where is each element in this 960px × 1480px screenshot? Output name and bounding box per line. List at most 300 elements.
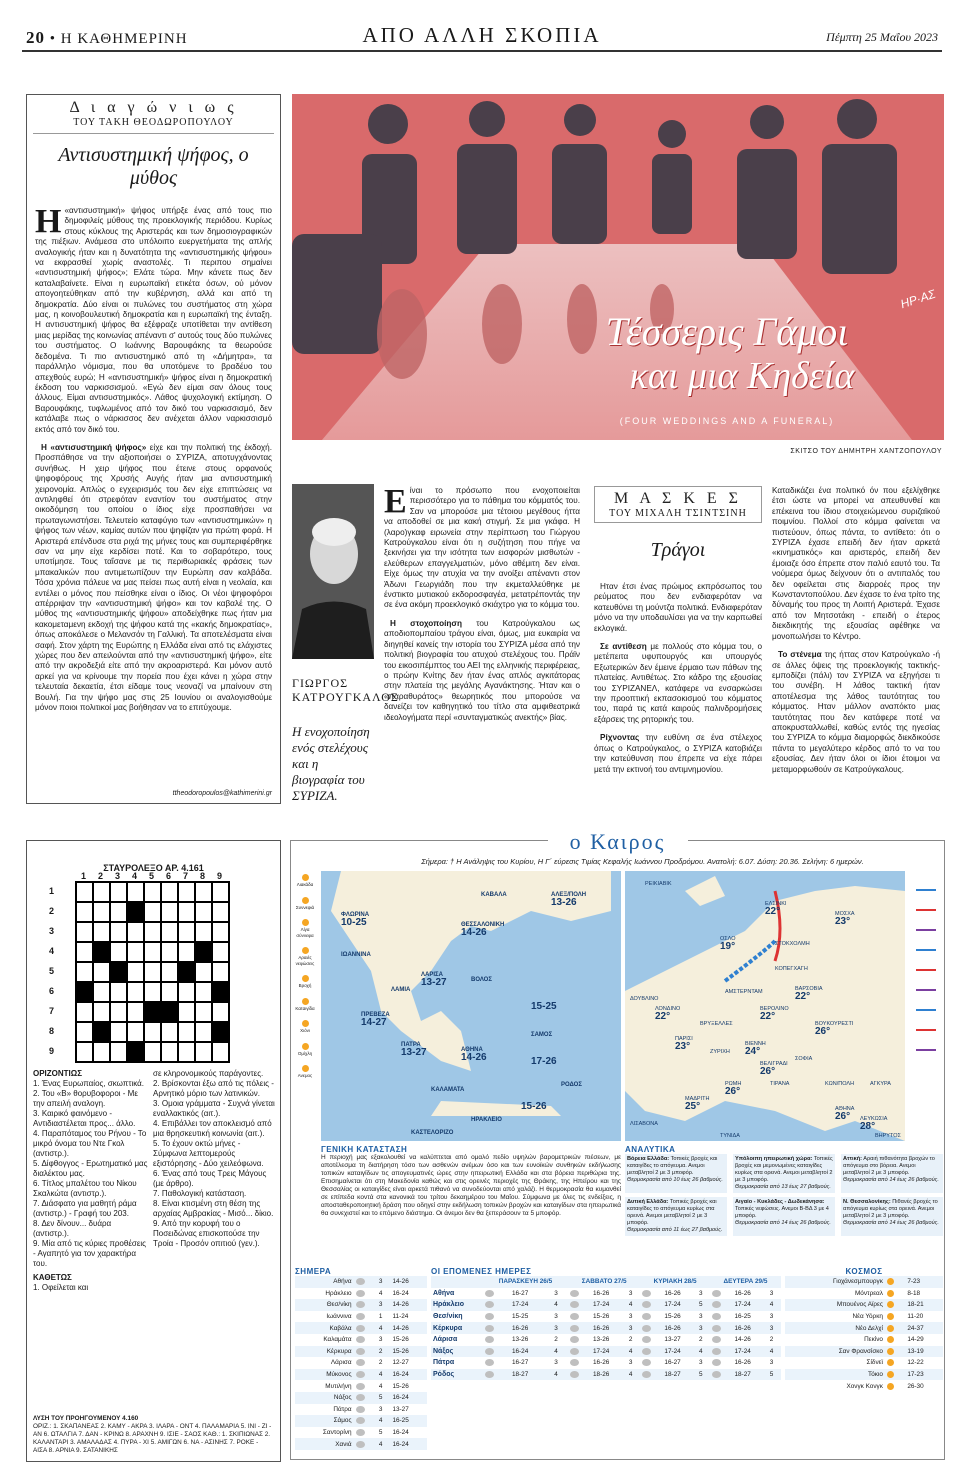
article-title: Τράγοι xyxy=(650,539,706,561)
analytic-forecast xyxy=(625,1145,943,1236)
weather-legend xyxy=(293,871,317,1088)
temperature: 13-27 xyxy=(664,1336,681,1344)
crossword-cell[interactable] xyxy=(76,922,93,942)
weather-section xyxy=(290,829,945,1460)
weather-icon-cell xyxy=(640,1346,662,1358)
crossword-cell[interactable] xyxy=(93,982,110,1002)
crossword-cell[interactable] xyxy=(161,1042,178,1062)
wind-force: 1 xyxy=(378,1313,383,1321)
cloud-icon xyxy=(712,1336,721,1343)
crossword-cell[interactable] xyxy=(127,902,144,922)
legend-label: Λιακάδα xyxy=(296,882,314,887)
sun-icon xyxy=(887,1325,894,1332)
temperature: 11-20 xyxy=(907,1313,924,1321)
city-label xyxy=(825,1081,854,1088)
general-text: Η περιοχή μας εξακολουθεί να καλύπτεται από ομαλό πεδίο υψηλών βαρομετρικών πιέσεων, με αποτέλεσμα τη διατήρηση τόσο των ασθενών ανέμων όσο και των ευνοϊκών συνθηκών εκδήλωσης τοπικών καταιγίδων τις απογευματινές ώρες στην ηπειρωτική Ελλάδα και στα βόρεια περιθώρια της. Επισημαίνεται ότι στη Μακεδονία καθώς και στις ορεινές περιοχές της Θράκης, της Ηπείρου και της Θεσσαλίας οι καταιγίδες είναι αρκετά πιθανό να συνοδεύονται από χαλάζι. Η θερμοκρασία θα κυμανθεί σε επίπεδα κοντά στα κανονικά του τρίτου δεκαημέρου του Μαΐου. Σύμφωνα με όλες τις ενδείξεις, η αποσταθεροποιητική δράση που οδηγεί στην εκδήλωση τοπικών βροχών και καταιγίδων στα ηπειρωτικά θα συνεχιστεί και το επόμενο διάστημα. Οι άνεμοι δεν θα ξεπεράσουν τα 5 μποφόρ. xyxy=(321,1154,621,1217)
crossword-cell[interactable] xyxy=(76,982,93,1002)
table-row xyxy=(295,1392,427,1404)
city-name: ΜΟΣΧΑ xyxy=(835,911,855,917)
weather-icon-cell xyxy=(483,1334,510,1346)
table-row xyxy=(295,1311,427,1323)
table-row xyxy=(295,1380,427,1392)
crossword-cell[interactable] xyxy=(144,882,161,902)
cloud-icon xyxy=(642,1290,651,1297)
wind-force: 2 xyxy=(699,1336,703,1344)
crossword-cell[interactable] xyxy=(195,882,212,902)
table-row xyxy=(785,1322,943,1334)
cartoon-title-1: Τέσσερις Γάμοι xyxy=(605,309,849,354)
table-row xyxy=(431,1357,781,1369)
crossword-cell[interactable] xyxy=(195,1002,212,1022)
map-symbol-icon xyxy=(916,899,936,911)
crossword-cell[interactable] xyxy=(195,1042,212,1062)
city: Γιοχάνεσμπουργκ xyxy=(785,1276,885,1288)
crossword-cell[interactable] xyxy=(178,1002,195,1022)
region-text: Τοπικές βροχές και μεμονωμένες καταιγίδες κυρίως στα ορεινά. Ανεμοι μεταβλητοί 2 με 3 μποφόρ. xyxy=(735,1156,833,1183)
clues-across xyxy=(33,1069,149,1293)
europe-map xyxy=(625,871,905,1141)
crossword-cell[interactable] xyxy=(212,882,229,902)
weather-icon-cell xyxy=(354,1288,377,1300)
cloud-icon xyxy=(712,1313,721,1320)
table-row xyxy=(295,1427,427,1439)
page-header xyxy=(22,22,942,52)
wind-force: 2 xyxy=(554,1336,558,1344)
katrougkalos-body xyxy=(384,483,580,836)
city-name: ΣΑΜΟΣ xyxy=(531,1032,553,1038)
city: Κέρκυρα xyxy=(431,1322,483,1334)
region-forecast xyxy=(625,1154,727,1193)
crossword-cell[interactable] xyxy=(144,1042,161,1062)
crossword-cell[interactable] xyxy=(110,902,127,922)
crossword-cell[interactable] xyxy=(195,942,212,962)
city-name: ΑΘΗΝΑ xyxy=(835,1106,855,1112)
column-kicker: Δ ι α γ ώ ν ι ω ς xyxy=(69,99,238,116)
wind-force: 4 xyxy=(697,1346,710,1358)
cloud-icon xyxy=(570,1336,579,1343)
city: Πεκίνο xyxy=(864,1336,883,1344)
cloud-icon xyxy=(356,1441,365,1448)
crossword-cell[interactable] xyxy=(127,882,144,902)
wind-force: 4 xyxy=(768,1346,781,1358)
crossword-cell[interactable] xyxy=(195,982,212,1002)
wind-force: 4 xyxy=(377,1415,391,1427)
table-row xyxy=(785,1369,943,1381)
cloud-icon xyxy=(570,1290,579,1297)
city: Λάρισα xyxy=(330,1359,352,1367)
weather-icon-cell xyxy=(710,1311,733,1323)
city-label xyxy=(875,1133,901,1140)
clue: 1. Οφείλεται και xyxy=(33,1283,89,1292)
weather-icon-cell xyxy=(568,1346,591,1358)
issue-date: Πέμπτη 25 Μαΐου 2023 xyxy=(826,30,938,44)
weather-icon-cell xyxy=(640,1322,662,1334)
cloud-icon xyxy=(485,1325,494,1332)
crossword-cell[interactable] xyxy=(161,1002,178,1022)
crossword-cell[interactable] xyxy=(93,882,110,902)
city: Νέα Υόρκη xyxy=(852,1313,883,1321)
crossword-cell[interactable] xyxy=(110,1022,127,1042)
crossword-cell[interactable] xyxy=(161,1022,178,1042)
wind-force: 2 xyxy=(769,1336,774,1344)
temperature: 14-29 xyxy=(907,1336,924,1344)
crossword-cell[interactable] xyxy=(195,962,212,982)
cloud-icon xyxy=(356,1394,365,1401)
region-temp: 15-25 xyxy=(531,1001,557,1012)
city-label xyxy=(745,1041,766,1055)
city-name: ΑΓΚΥΡΑ xyxy=(870,1081,891,1087)
cloud-icon xyxy=(356,1417,365,1424)
city-label xyxy=(361,1011,390,1027)
city-temp: 25° xyxy=(685,1101,701,1112)
table-row xyxy=(295,1369,427,1381)
paragraph: της ήττας στον Κατρούγκαλο -ή σε άλλες όψεις της προεκλογικής τακτικής- εμποδίζει (πάλι) τον ΣΥΡΙΖΑ να εξηγήσει τι του συνέβη. Η λάθος τακτική ήταν αποτέλεσμα της λάθος ταυτότητας του κόμματος. Ηταν μάλλον αναπόκτο μιας ταυτότητας που δεν κατάφερε ποτέ να αποκρυσταλλωθεί, καθώς εντός της ηγεσίας του ΣΥΡΙΖΑ το κόμμα διαμορφώς διεκδικούσε πάντα το μεγαλύτερο κέρδος από το να του εξουσίας. Δεν ήταν όλοι οι ίδιοι έτοιμοι να μεταμορφωθούν σε Κατρούγκαλους. xyxy=(772,650,940,774)
city-name: ΒΑΡΣΟΒΙΑ xyxy=(795,986,823,992)
city: Νάξος xyxy=(295,1392,354,1404)
crossword-cell[interactable] xyxy=(178,882,195,902)
crossword-cell[interactable] xyxy=(110,1002,127,1022)
weather-icon-cell xyxy=(483,1322,510,1334)
clues-heading: ΟΡΙΖΟΝΤΙΩΣ xyxy=(33,1069,82,1078)
crossword-cell[interactable] xyxy=(161,922,178,942)
table-row xyxy=(431,1322,781,1334)
city: Σαντορίνη xyxy=(322,1429,352,1437)
sun-icon xyxy=(887,1371,894,1378)
crossword-cell[interactable] xyxy=(127,922,144,942)
region-forecast xyxy=(625,1197,727,1236)
crossword-cell[interactable] xyxy=(76,962,93,982)
legend-item xyxy=(293,897,317,911)
crossword-cell[interactable] xyxy=(93,902,110,922)
cartoon-illustration xyxy=(292,94,944,440)
weather-icon-cell xyxy=(885,1346,905,1358)
wind-force: 5 xyxy=(378,1429,383,1437)
city-name: ΛΑΡΙΣΑ xyxy=(421,972,443,978)
legend-item xyxy=(293,1065,317,1079)
cloud-icon xyxy=(712,1371,721,1378)
crossword-cell[interactable] xyxy=(127,1022,144,1042)
next-days-table xyxy=(431,1267,781,1380)
city-temp: 23° xyxy=(835,916,851,927)
crossword-cell[interactable] xyxy=(93,922,110,942)
temperature: 12-27 xyxy=(392,1359,409,1367)
crossword-cell[interactable] xyxy=(212,982,229,1002)
byline: ΤΟΥ ΜΙΧΑΛΗ ΤΣΙΝΤΣΙΝΗ xyxy=(609,508,747,519)
temperature: 18-26 xyxy=(591,1369,627,1381)
crossword-cell[interactable] xyxy=(110,1042,127,1062)
crossword-cell[interactable] xyxy=(110,982,127,1002)
crossword-cell[interactable] xyxy=(178,962,195,982)
city-label xyxy=(341,951,371,959)
city-name: ΙΩΑΝΝΙΝΑ xyxy=(341,952,371,958)
table-row xyxy=(295,1415,427,1427)
city-temp: 13-26 xyxy=(551,897,577,908)
crossword-cell[interactable] xyxy=(110,942,127,962)
table-header xyxy=(431,1276,781,1288)
cartoon-subtitle: (FOUR WEDDINGS AND A FUNERAL) xyxy=(619,416,835,426)
crossword-cell[interactable] xyxy=(178,902,195,922)
crossword-cell[interactable] xyxy=(212,962,229,982)
city-temp: 22° xyxy=(765,906,781,917)
clue: 7. Διάσφατο για μαθητή ράμα (αντιστρ.) - Γραφή του 203. xyxy=(33,1199,137,1218)
legend-item xyxy=(293,874,317,888)
region-temps: Θερμοκρασία από 13 έως 27 βαθμούς. xyxy=(735,1184,831,1190)
city-label xyxy=(551,891,586,907)
temperature: 15-26 xyxy=(390,1346,427,1358)
crossword-cell[interactable] xyxy=(93,942,110,962)
table-row xyxy=(431,1288,781,1300)
city-name: ΠΑΡΙΣΙ xyxy=(675,1036,693,1042)
wind-force: 4 xyxy=(377,1438,391,1450)
city-label xyxy=(720,936,736,950)
cloud-icon xyxy=(356,1313,365,1320)
crossword-cell[interactable] xyxy=(76,942,93,962)
weather-icon-cell xyxy=(710,1299,733,1311)
column-kicker: Μ Α Σ Κ Ε Σ xyxy=(614,490,742,507)
weather-icon-cell xyxy=(568,1369,591,1381)
map-symbol-icon xyxy=(916,939,936,951)
temperature: 15-26 xyxy=(664,1313,681,1321)
crossword-cell[interactable] xyxy=(76,1042,93,1062)
city-label xyxy=(860,1116,887,1130)
crossword-cell[interactable] xyxy=(144,942,161,962)
crossword-cell[interactable] xyxy=(110,882,127,902)
city-label xyxy=(775,941,810,948)
region-text: Τοπικές βροχές και καταιγίδες το απόγευμα κυρίως στα ορεινά. Ανεμοι μεταβλητοί 2 με 3 μποφόρ. xyxy=(627,1199,717,1226)
weather-icon-cell xyxy=(354,1357,377,1369)
analytic-heading: ΑΝΑΛΥΤΙΚΑ xyxy=(625,1145,676,1154)
temperature: 15-26 xyxy=(392,1336,409,1344)
crossword-title: ΣΤΑΥΡΟΛΕΞΟ ΑΡ. 4.161 xyxy=(103,863,204,873)
author-email[interactable]: ttheodoropoulos@kathimerini.gr xyxy=(172,790,272,797)
wind-force: 3 xyxy=(377,1299,391,1311)
temperature: 15-26 xyxy=(392,1382,409,1390)
city-label xyxy=(770,1081,789,1088)
city-label xyxy=(531,1031,552,1039)
crossword-cell[interactable] xyxy=(212,922,229,942)
today-heading: ΣΗΜΕΡΑ xyxy=(295,1267,332,1276)
day-header: ΣΑΒΒΑΤΟ 27/5 xyxy=(568,1276,640,1288)
wind-force: 4 xyxy=(627,1299,640,1311)
clue: 3. Καιρικό φαινόμενο - Αντιδιαστέλεται προς... άλλο. xyxy=(33,1109,136,1128)
temperature: 15-26 xyxy=(592,1313,610,1321)
city: Σαν Φρανσίσκο xyxy=(785,1346,885,1358)
region-text: Πιθανές βροχές το απόγευμα κυρίως στα ορεινά. Ανεμοι μεταβλητοί 2 με 3 μποφόρ. xyxy=(843,1199,938,1219)
cloud-icon xyxy=(642,1301,651,1308)
table-row xyxy=(295,1357,427,1369)
temperature: 18-21 xyxy=(905,1299,943,1311)
sun-icon xyxy=(887,1313,894,1320)
crossword-cell[interactable] xyxy=(144,962,161,982)
crossword-cell[interactable] xyxy=(76,1002,93,1022)
weather-title: ο Καιρος xyxy=(548,829,688,855)
cloud-icon xyxy=(642,1325,651,1332)
clue: 9. Από την κορυφή του ο Ποσειδώνας επισκοπούσε την Τροία - Προσόν οπιτιού (γεν.). xyxy=(153,1219,260,1248)
crossword-cell[interactable] xyxy=(127,1042,144,1062)
city-label xyxy=(835,911,855,925)
crossword-cell[interactable] xyxy=(161,962,178,982)
city-label xyxy=(401,1041,427,1057)
lead-in: Ρίχνοντας xyxy=(600,733,640,743)
crossword-cell[interactable] xyxy=(178,922,195,942)
cloud-icon xyxy=(570,1371,579,1378)
crossword-cell[interactable] xyxy=(76,902,93,922)
temperature: 14-26 xyxy=(390,1276,427,1288)
city-label xyxy=(561,1081,582,1089)
city-name: ΒΟΛΟΣ xyxy=(471,977,492,983)
crossword-cell[interactable] xyxy=(144,1022,161,1042)
weather-icon-cell xyxy=(885,1276,905,1288)
table-row xyxy=(785,1311,943,1323)
wind-force: 3 xyxy=(768,1322,781,1334)
wind-force: 3 xyxy=(769,1289,774,1297)
paragraph: με πολλούς στο κόμμα του, ο μετέπειτα υφυπουργός και υπουργός Εξωτερικών δεν έμεινε έρμαιο των πάθων της πλατείας. Αντιθέτως. Στο κάδρο της εξουσίας του ΣΥΡΙΖΑΝΕΛ, κατάφερε να ενσαρκώσει την προοπτική εκπασοκισμού του κόμματος του, παρά τις κατά καιρούς παλινδρομήσεις εξάρσεις της ρητορικής του. xyxy=(594,642,762,724)
crossword-cell[interactable] xyxy=(127,1002,144,1022)
table-row xyxy=(295,1322,427,1334)
crossword-cell[interactable] xyxy=(178,942,195,962)
city-name: ΑΘΗΝΑ xyxy=(461,1047,483,1053)
crossword-cell[interactable] xyxy=(161,902,178,922)
crossword-cell[interactable] xyxy=(161,942,178,962)
crossword-grid[interactable] xyxy=(75,881,230,1063)
table-row xyxy=(295,1288,427,1300)
crossword-row-numbers xyxy=(49,881,54,1061)
wind-force: 3 xyxy=(628,1289,633,1297)
portrait-block xyxy=(292,484,399,836)
solution-heading: ΛΥΣΗ ΤΟΥ ΠΡΟΗΓΟΥΜΕΝΟΥ 4.160 xyxy=(33,1415,139,1422)
crossword-cell[interactable] xyxy=(178,1022,195,1042)
crossword-cell[interactable] xyxy=(161,882,178,902)
wind-force: 3 xyxy=(699,1289,703,1297)
legend-item xyxy=(293,1020,317,1034)
crossword-cell[interactable] xyxy=(110,962,127,982)
crossword-cell[interactable] xyxy=(212,1002,229,1022)
crossword-cell[interactable] xyxy=(178,982,195,1002)
crossword-cell[interactable] xyxy=(144,1002,161,1022)
crossword-cell[interactable] xyxy=(127,982,144,1002)
solution-text: ΟΡΙΖ.: 1. ΣΚΑΠΑΝΕΑΣ 2. ΚΑΜΥ - ΑΚΡΑ 3. ΙΛΑΡΑ - ΟΝΤ 4. ΠΑΛΑΜΑΡΙΑ 5. ΙΝΙ - ΖΙ - ΑΝ 6. ΩΤΑΛΓΙΑ 7. ΔΑΝ - ΚΡΙΝΩ 8. ΑΡΑΧΝΗ 9. ΙΣΙΕ - ΣΑΟΣ ΚΑΘ.: 1. ΣΚΙΠΙΩΝΑΣ 2. ΚΑΛΑΝΤΑΡΙ 3. ΑΜΑΛΑΔΑΣ 4. ΠΥΡΑ - ΧΙ 5. ΑΜΙΓΩΝ 6. ΝΑ - ΑΣΙΝΗΣ 7. ΡΟΚΕ - ΑΙΣΑ 8. ΑΡΝΙΑ 9. ΣΑΤΑΝΙΚΗΣ xyxy=(33,1423,272,1454)
clues-down xyxy=(153,1069,275,1249)
row-number: 6 xyxy=(49,986,55,996)
temperature: 16-25 xyxy=(734,1313,751,1321)
weather-icon-cell xyxy=(710,1346,733,1358)
section-title: ΑΠΟ ΑΛΛΗ ΣΚΟΠΙΑ xyxy=(362,23,602,47)
sun-icon xyxy=(887,1359,894,1366)
crossword-cell[interactable] xyxy=(212,1022,229,1042)
crossword-cell[interactable] xyxy=(195,922,212,942)
legend-item xyxy=(293,975,317,989)
cloud-icon xyxy=(712,1301,721,1308)
temperature: 16-27 xyxy=(664,1359,681,1367)
article-title: Αντισυστημική ψήφος, ο μύθος xyxy=(58,144,249,189)
region-name: Αττική: xyxy=(843,1156,862,1162)
city: Μόντρεαλ xyxy=(854,1289,883,1297)
weather-icon-cell xyxy=(710,1357,733,1369)
city: Ηράκλειο xyxy=(431,1299,483,1311)
crossword-cell[interactable] xyxy=(110,922,127,942)
crossword-cell[interactable] xyxy=(161,982,178,1002)
crossword-cell[interactable] xyxy=(76,882,93,902)
weather-icon xyxy=(302,919,309,926)
crossword-cell[interactable] xyxy=(144,902,161,922)
crossword-cell[interactable] xyxy=(93,962,110,982)
cloud-icon xyxy=(356,1301,365,1308)
crossword-cell[interactable] xyxy=(93,1042,110,1062)
legend-label: Λίγα σύννεφα xyxy=(296,927,314,938)
city-name: ΛΑΜΙΑ xyxy=(391,987,411,993)
wind-force: 4 xyxy=(378,1289,383,1297)
city: Κέρκυρα xyxy=(295,1346,354,1358)
cloud-icon xyxy=(712,1359,721,1366)
temperature: 17-24 xyxy=(662,1346,697,1358)
crossword-cell[interactable] xyxy=(212,1042,229,1062)
wind-force: 3 xyxy=(628,1313,633,1321)
region-text: Τοπικές νεφώσεις. Ανεμοι Β-ΒΔ 3 με 4 μποφόρ. xyxy=(735,1206,829,1219)
crossword-cell[interactable] xyxy=(195,902,212,922)
city-name: ΒΙΕΝΝΗ xyxy=(745,1041,766,1047)
crossword-cell[interactable] xyxy=(178,1042,195,1062)
weather-icon-cell xyxy=(354,1322,377,1334)
city-name: ΒΕΡΟΛΙΝΟ xyxy=(760,1006,789,1012)
city: Χονγκ Κονγκ xyxy=(846,1382,883,1390)
cloud-icon xyxy=(712,1348,721,1355)
cloud-icon xyxy=(642,1371,651,1378)
weather-icon-cell xyxy=(885,1288,905,1300)
cloud-icon xyxy=(712,1325,721,1332)
weather-icon-cell xyxy=(640,1299,662,1311)
maskes-column xyxy=(594,486,762,836)
crossword-cell[interactable] xyxy=(93,1002,110,1022)
crossword-cell[interactable] xyxy=(144,982,161,1002)
city-label xyxy=(675,1036,693,1050)
temperature: 12-22 xyxy=(907,1359,924,1367)
temperature: 17-24 xyxy=(732,1299,767,1311)
region-temps: Θερμοκρασία από 14 έως 26 βαθμούς. xyxy=(843,1220,939,1226)
city: Σάμος xyxy=(295,1415,354,1427)
legend-item xyxy=(293,998,317,1012)
crossword-cell[interactable] xyxy=(93,1022,110,1042)
clue: 8. Δεν δίνουν... δυάρα (αντιστρ.). xyxy=(33,1219,112,1238)
crossword-cell[interactable] xyxy=(144,922,161,942)
crossword-cell[interactable] xyxy=(195,1022,212,1042)
column-number: 5 xyxy=(148,871,154,881)
city-name: ΜΑΔΡΙΤΗ xyxy=(685,1096,710,1102)
temperature: 14-26 xyxy=(390,1322,427,1334)
cloud-icon xyxy=(642,1348,651,1355)
crossword-cell[interactable] xyxy=(212,942,229,962)
clue: 5. Δίφθογγος - Ερωτηματικό μας διαλέκτου μας. xyxy=(33,1159,148,1178)
temperature: 17-24 xyxy=(591,1346,627,1358)
wind-force: 4 xyxy=(552,1346,568,1358)
crossword-cell[interactable] xyxy=(212,902,229,922)
city-temp: 14-26 xyxy=(461,1052,487,1063)
city-label xyxy=(461,921,504,937)
city-label xyxy=(725,989,763,996)
weather-icon xyxy=(302,947,309,954)
paragraph: «αντισυστημική» ψήφος υπήρξε ένας από τους πιο δημοφιλείς μύθους της προεκλογικής περιόδου. Κυρίως στους κύκλους της Αριστεράς και των δημοσιογραφικών της πιέξιων. Ανάμεσα στο υπόλοιπο ευεργετήματα της απλής αναλογικής ήταν και η δυνατότητα της «αντισυστημικής ψήφου» να εκφρασθεί χωρίς αναστολές. Τι περιπου σημαίνει «αντισυστημική ψήφος»; Ελάτε τώρα. Μην κάνετε πως δεν καταλαβαίνετε. Είναι η ευρωπαϊκή ετικέτα όσων, ού μόνον απογοητεύθηκαν από την κυβέρνηση, αλλά και από τη δημοκρατία. Δύο είναι οι πυλώνες του συστήματος στη χώρα μας, η κοινοβουλευτική δημοκρατία και η ευρωπαϊκή της ένταξη. Η αντισυστημική ψήφος θα εξέφραζε υποτίθεται την αντίθεση μιας μερίδας της κοινωνίας απέναντι σ' αυτούς τους δύο πυλώνες του συστήματος. Ο Ιωάννης Βαρουφάκης τα θεωρούσε δεδομένα. Τι πιο αντισυστημικό από τη «Δήμητρα», τα παράλληλο νόμισμα, που θα υποτόμενε το βραδέυο του απεχθούς ευρώ; Η «αντισυστημική» ψήφος είναι η δημοκρατική έκδοση του ναρκισσισμού. «Εγώ δεν είμαι σαν όλους τους άλλους. Είμαι αντισυστημικός». Λάθος ψυχολογική εκτίμηση. Ο Βαρουφάκης, τυφλωμένος από τον δικό του ναρκισσισμό, δεν κατάλαβε πως ο νάρκισσος δεν ανέχεται άλλον ναρκισσισμό εκτός από τον δικό του. xyxy=(35,206,272,434)
city-name: ΦΛΩΡΙΝΑ xyxy=(341,912,370,918)
city: Θεσ/νίκη xyxy=(433,1313,463,1321)
cloud-icon xyxy=(712,1290,721,1297)
city: Λάρισα xyxy=(433,1336,458,1344)
temperature: 16-26 xyxy=(664,1289,681,1297)
crossword-cell[interactable] xyxy=(127,942,144,962)
crossword-cell[interactable] xyxy=(76,1022,93,1042)
cloud-icon xyxy=(485,1290,494,1297)
crossword-cell[interactable] xyxy=(127,962,144,982)
temperature: 16-26 xyxy=(592,1289,610,1297)
cloud-icon xyxy=(356,1359,365,1366)
